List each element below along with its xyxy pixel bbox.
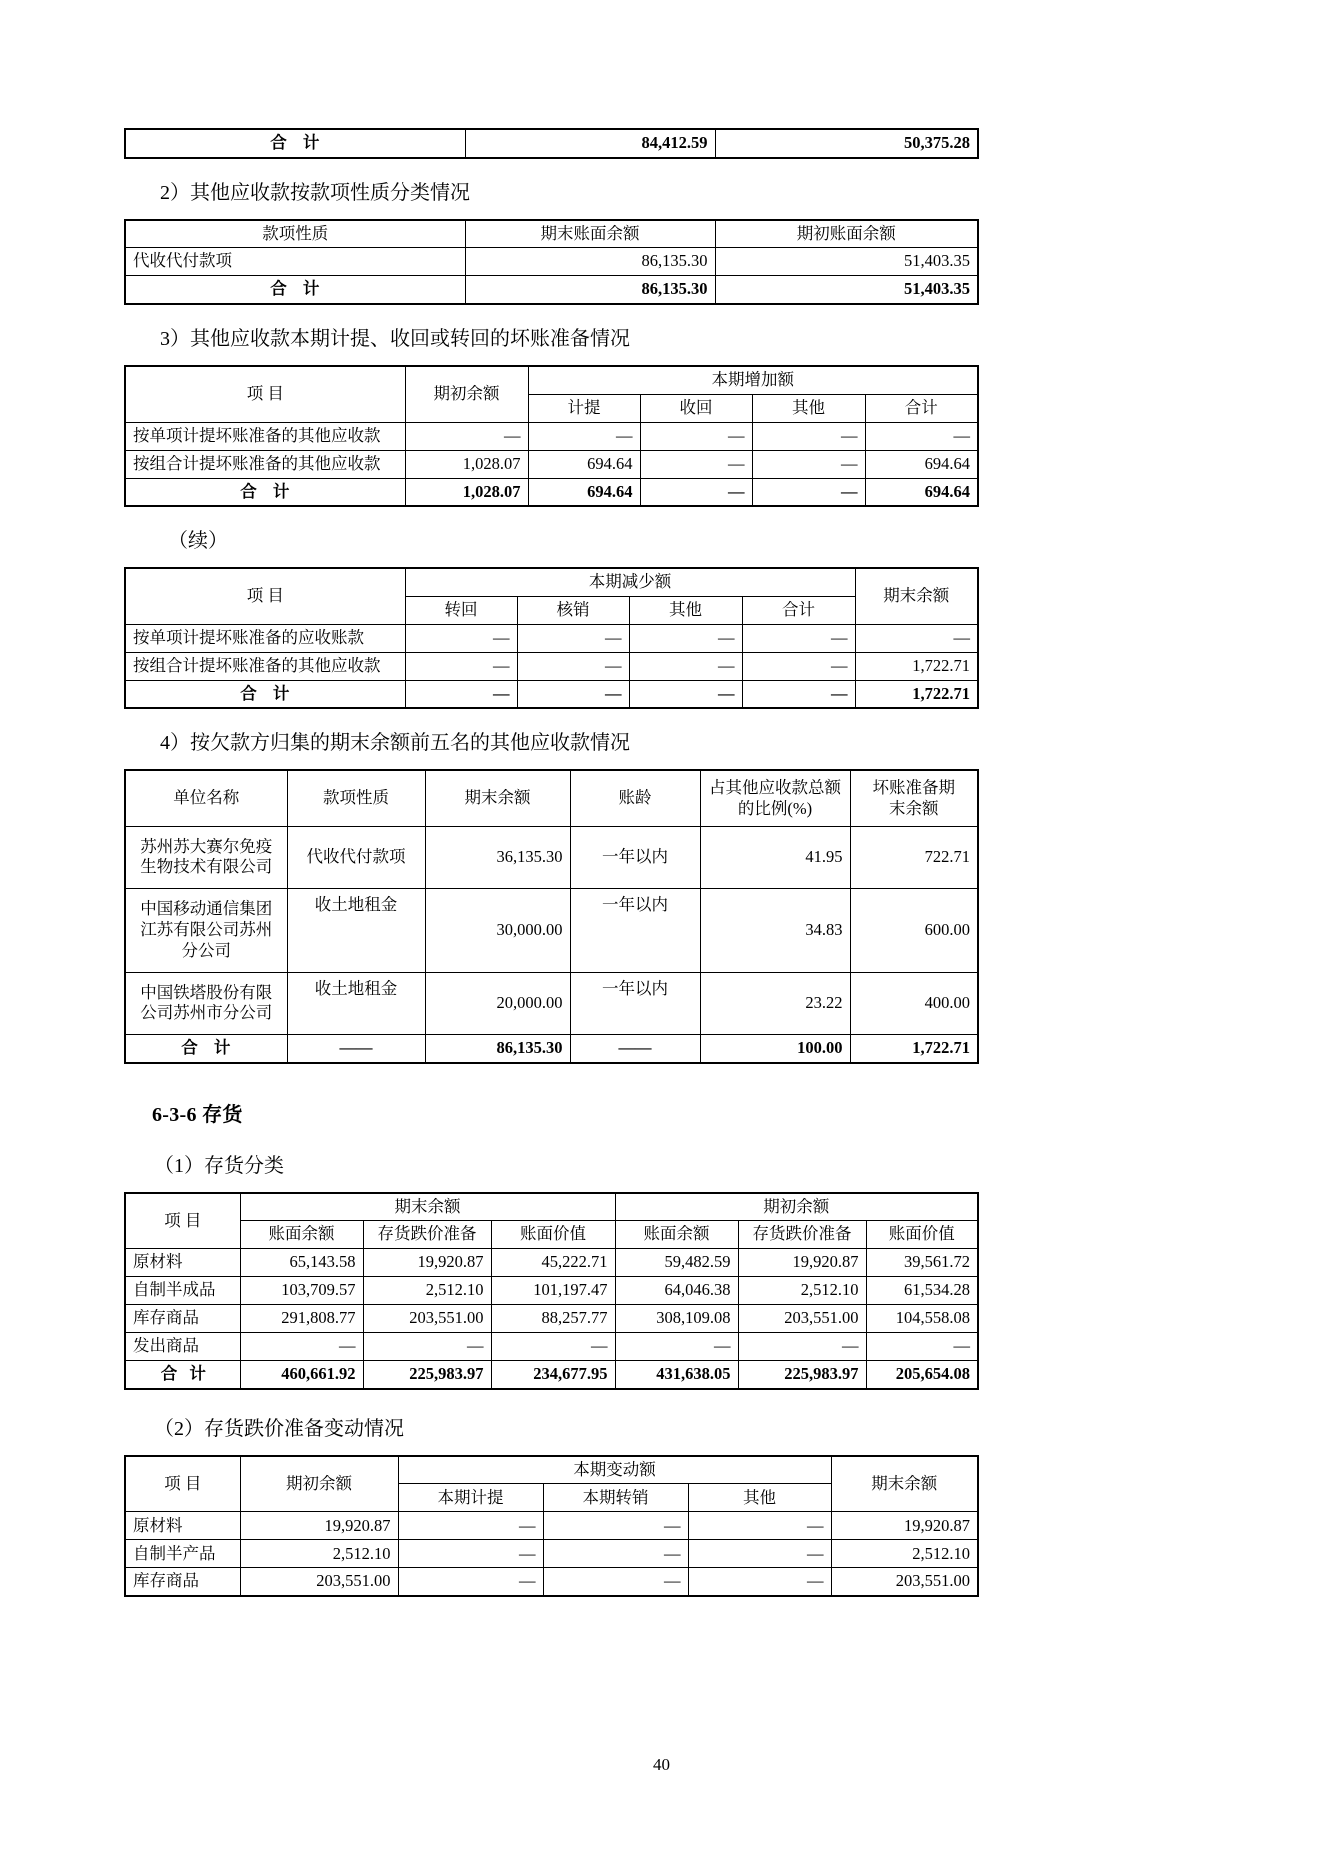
column-header-ratio-line2: 的比例(%) — [737, 798, 813, 818]
total-cell: 694.64 — [865, 478, 978, 506]
beginning-provision-cell: 225,983.97 — [738, 1361, 866, 1389]
other-receivables-by-nature-table — [124, 219, 979, 305]
table-row — [125, 1568, 978, 1596]
column-header-beginning: 期初余额 — [240, 1456, 398, 1512]
table-row — [125, 972, 978, 1034]
aging-cell: —— — [570, 1034, 700, 1062]
table-total-row — [125, 1034, 978, 1062]
reversal-cell: — — [405, 624, 517, 652]
row-label: 按组合计提坏账准备的其他应收款 — [125, 652, 405, 680]
row-label: 合 计 — [125, 276, 465, 304]
table-total-row — [125, 478, 978, 506]
beginning-book-value-cell: 61,534.28 — [866, 1277, 978, 1305]
other-cell: — — [688, 1568, 831, 1596]
unit-name-cell — [125, 826, 287, 888]
row-label: 库存商品 — [125, 1305, 240, 1333]
accrual-cell: 694.64 — [528, 478, 640, 506]
aging-cell: 一年以内 — [570, 972, 700, 1034]
other-cell: — — [688, 1540, 831, 1568]
row-label: 原材料 — [125, 1512, 240, 1540]
beginning-book-balance-cell: 64,046.38 — [615, 1277, 738, 1305]
beginning-book-value-cell: 205,654.08 — [866, 1361, 978, 1389]
beginning-provision-cell: 19,920.87 — [738, 1249, 866, 1277]
beginning-balance-cell: 1,028.07 — [405, 478, 528, 506]
table-row — [125, 248, 978, 276]
aging-cell: 一年以内 — [570, 826, 700, 888]
row-label: 合 计 — [125, 1034, 287, 1062]
inventory-classification-label: （1）存货分类 — [154, 1154, 284, 1177]
accrual-cell: 694.64 — [528, 450, 640, 478]
beginning-balance-cell: 2,512.10 — [240, 1540, 398, 1568]
ending-provision-cell: 19,920.87 — [363, 1249, 491, 1277]
column-header-item: 项 目 — [125, 1193, 240, 1249]
ending-book-value-cell: — — [491, 1333, 615, 1361]
table-row — [125, 888, 978, 972]
section-3-label: 3）其他应收款本期计提、收回或转回的坏账准备情况 — [160, 327, 630, 350]
column-header-age: 账龄 — [570, 770, 700, 826]
column-header-total: 合计 — [742, 596, 855, 624]
total-cell: — — [865, 422, 978, 450]
column-header-provision-line2: 末余额 — [889, 798, 939, 818]
ending-book-value-cell: 101,197.47 — [491, 1277, 615, 1305]
beginning-balance-cell: 51,403.35 — [715, 276, 978, 304]
ending-balance-cell: 30,000.00 — [425, 888, 570, 972]
reversal-cell: — — [405, 680, 517, 708]
column-header-beginning-book-balance: 账面余额 — [615, 1221, 738, 1249]
ending-book-balance-cell: — — [240, 1333, 363, 1361]
accrual-cell: — — [398, 1512, 543, 1540]
column-header-other: 其他 — [629, 596, 742, 624]
column-header-ending: 期末余额 — [831, 1456, 978, 1512]
ending-balance-cell: 1,722.71 — [855, 680, 978, 708]
writeoff-cell: — — [517, 624, 629, 652]
other-cell: — — [752, 450, 865, 478]
column-header-provision — [850, 770, 978, 826]
column-header-ending-provision: 存货跌价准备 — [363, 1221, 491, 1249]
ending-balance-cell: 203,551.00 — [831, 1568, 978, 1596]
beginning-provision-cell: 2,512.10 — [738, 1277, 866, 1305]
column-group-header-change: 本期变动额 — [398, 1456, 831, 1484]
column-header-item: 项 目 — [125, 366, 405, 422]
column-group-header-ending: 期末余额 — [240, 1193, 615, 1221]
table-subheader-row — [125, 1221, 978, 1249]
aging-cell: 一年以内 — [570, 888, 700, 972]
row-label: 自制半产品 — [125, 1540, 240, 1568]
table-header-row — [125, 220, 978, 248]
column-group-header-decrease: 本期减少额 — [405, 568, 855, 596]
row-label: 按组合计提坏账准备的其他应收款 — [125, 450, 405, 478]
column-header-nature: 款项性质 — [287, 770, 425, 826]
row-label: 合 计 — [125, 680, 405, 708]
table-header-row — [125, 568, 978, 596]
ending-balance-cell: 86,135.30 — [465, 248, 715, 276]
section-4-label: 4）按欠款方归集的期末余额前五名的其他应收款情况 — [160, 732, 630, 755]
beginning-balance-cell: 1,028.07 — [405, 450, 528, 478]
column-header-nature: 款项性质 — [125, 220, 465, 248]
section-2-label: 2）其他应收款按款项性质分类情况 — [160, 181, 470, 204]
table-header-row — [125, 770, 978, 826]
nature-cell: 收土地租金 — [287, 888, 425, 972]
ending-book-value-cell: 45,222.71 — [491, 1249, 615, 1277]
table-row — [125, 1305, 978, 1333]
beginning-book-value-cell: — — [866, 1333, 978, 1361]
unit-name-cell — [125, 888, 287, 972]
accrual-cell: — — [398, 1540, 543, 1568]
column-header-beginning-provision: 存货跌价准备 — [738, 1221, 866, 1249]
table-row — [125, 422, 978, 450]
other-cell: — — [629, 680, 742, 708]
column-header-writeoff: 核销 — [517, 596, 629, 624]
bad-debt-increase-table — [124, 365, 979, 507]
beginning-book-balance-cell: 431,638.05 — [615, 1361, 738, 1389]
table-row — [125, 129, 978, 158]
row-label: 库存商品 — [125, 1568, 240, 1596]
writeoff-cell: — — [543, 1568, 688, 1596]
writeoff-cell: — — [517, 652, 629, 680]
beginning-balance-cell: 51,403.35 — [715, 248, 978, 276]
nature-cell: 收土地租金 — [287, 972, 425, 1034]
inventory-classification-table — [124, 1192, 979, 1390]
recovery-cell: — — [640, 478, 752, 506]
ending-balance-cell: 20,000.00 — [425, 972, 570, 1034]
ending-provision-cell: 2,512.10 — [363, 1277, 491, 1305]
column-header-other: 其他 — [752, 394, 865, 422]
unit-name-line3: 分公司 — [181, 940, 231, 960]
table-row — [125, 1540, 978, 1568]
writeoff-cell: — — [543, 1540, 688, 1568]
unit-name-line2: 生物技术有限公司 — [140, 857, 273, 877]
table-header-row — [125, 366, 978, 394]
column-header-item: 项 目 — [125, 568, 405, 624]
beginning-book-value-cell: 104,558.08 — [866, 1305, 978, 1333]
other-cell: — — [752, 478, 865, 506]
ending-book-balance-cell: 103,709.57 — [240, 1277, 363, 1305]
other-cell: — — [752, 422, 865, 450]
column-header-ending-book-value: 账面价值 — [491, 1221, 615, 1249]
column-header-provision-line1: 坏账准备期 — [872, 778, 955, 797]
top-five-other-receivables-table — [124, 769, 979, 1063]
column-header-beginning: 期初账面余额 — [715, 220, 978, 248]
ending-balance-cell: 2,512.10 — [831, 1540, 978, 1568]
ending-provision-cell: 225,983.97 — [363, 1361, 491, 1389]
column-header-accrual: 计提 — [528, 394, 640, 422]
row-label: 原材料 — [125, 1249, 240, 1277]
beginning-book-balance-cell: 308,109.08 — [615, 1305, 738, 1333]
inventory-provision-change-label: （2）存货跌价准备变动情况 — [154, 1417, 404, 1440]
ratio-cell: 23.22 — [700, 972, 850, 1034]
column-group-header-increase: 本期增加额 — [528, 366, 978, 394]
table-row — [125, 624, 978, 652]
column-header-current-accrual: 本期计提 — [398, 1484, 543, 1512]
beginning-balance-cell: — — [405, 422, 528, 450]
writeoff-cell: — — [543, 1512, 688, 1540]
ending-book-balance-cell: 65,143.58 — [240, 1249, 363, 1277]
total-cell: 694.64 — [865, 450, 978, 478]
other-cell: — — [629, 624, 742, 652]
unit-name-line1: 中国铁塔股份有限 — [140, 982, 273, 1002]
unit-name-line1: 苏州苏大赛尔免疫 — [140, 836, 273, 856]
inventory-provision-change-table — [124, 1455, 979, 1597]
beginning-book-balance-cell: — — [615, 1333, 738, 1361]
row-label: 代收代付款项 — [125, 248, 465, 276]
column-header-unit: 单位名称 — [125, 770, 287, 826]
row-label: 自制半成品 — [125, 1277, 240, 1305]
provision-cell: 400.00 — [850, 972, 978, 1034]
ratio-cell: 100.00 — [700, 1034, 850, 1062]
carryover-total-table — [124, 128, 979, 159]
column-header-beginning: 期初余额 — [405, 366, 528, 422]
column-header-item: 项 目 — [125, 1456, 240, 1512]
other-cell: — — [688, 1512, 831, 1540]
row-label: 合 计 — [125, 129, 465, 158]
recovery-cell: — — [640, 422, 752, 450]
total-cell: — — [742, 680, 855, 708]
column-header-ending: 期末余额 — [425, 770, 570, 826]
column-header-other: 其他 — [688, 1484, 831, 1512]
table-row — [125, 826, 978, 888]
page-content — [124, 128, 977, 1597]
inventory-section-heading: 6-3-6 存货 — [152, 1103, 243, 1126]
writeoff-cell: — — [517, 680, 629, 708]
table-row — [125, 450, 978, 478]
beginning-provision-cell: — — [738, 1333, 866, 1361]
table-row — [125, 1249, 978, 1277]
table-total-row — [125, 680, 978, 708]
bad-debt-decrease-table — [124, 567, 979, 709]
accrual-cell: — — [398, 1568, 543, 1596]
column-header-ratio — [700, 770, 850, 826]
beginning-balance-cell: 50,375.28 — [715, 129, 978, 158]
beginning-balance-cell: 203,551.00 — [240, 1568, 398, 1596]
ending-book-value-cell: 88,257.77 — [491, 1305, 615, 1333]
column-header-recovery: 收回 — [640, 394, 752, 422]
unit-name-cell — [125, 972, 287, 1034]
column-header-ending: 期末账面余额 — [465, 220, 715, 248]
provision-cell: 1,722.71 — [850, 1034, 978, 1062]
row-label: 按单项计提坏账准备的其他应收款 — [125, 422, 405, 450]
beginning-book-balance-cell: 59,482.59 — [615, 1249, 738, 1277]
reversal-cell: — — [405, 652, 517, 680]
ending-book-balance-cell: 291,808.77 — [240, 1305, 363, 1333]
column-header-ending: 期末余额 — [855, 568, 978, 624]
column-group-header-beginning: 期初余额 — [615, 1193, 978, 1221]
ending-balance-cell: 84,412.59 — [465, 129, 715, 158]
provision-cell: 600.00 — [850, 888, 978, 972]
section-3-continued-label: （续） — [168, 530, 228, 553]
ending-balance-cell: 19,920.87 — [831, 1512, 978, 1540]
other-cell: — — [629, 652, 742, 680]
unit-name-line2: 江苏有限公司苏州 — [140, 920, 273, 940]
unit-name-line1: 中国移动通信集团 — [140, 899, 273, 919]
ending-balance-cell: — — [855, 624, 978, 652]
table-total-row — [125, 1361, 978, 1389]
table-row — [125, 1512, 978, 1540]
row-label: 合 计 — [125, 1361, 240, 1389]
table-total-row — [125, 276, 978, 304]
table-header-row — [125, 1193, 978, 1221]
ending-book-value-cell: 234,677.95 — [491, 1361, 615, 1389]
ending-book-balance-cell: 460,661.92 — [240, 1361, 363, 1389]
ending-balance-cell: 86,135.30 — [425, 1034, 570, 1062]
accrual-cell: — — [528, 422, 640, 450]
total-cell: — — [742, 652, 855, 680]
column-header-current-writeoff: 本期转销 — [543, 1484, 688, 1512]
column-header-reversal: 转回 — [405, 596, 517, 624]
row-label: 按单项计提坏账准备的应收账款 — [125, 624, 405, 652]
ending-provision-cell: — — [363, 1333, 491, 1361]
ending-balance-cell: 86,135.30 — [465, 276, 715, 304]
ending-provision-cell: 203,551.00 — [363, 1305, 491, 1333]
column-header-beginning-book-value: 账面价值 — [866, 1221, 978, 1249]
page-number: 40 — [653, 1755, 670, 1774]
ratio-cell: 34.83 — [700, 888, 850, 972]
ending-balance-cell: 36,135.30 — [425, 826, 570, 888]
unit-name-line2: 公司苏州市分公司 — [140, 1003, 273, 1023]
beginning-provision-cell: 203,551.00 — [738, 1305, 866, 1333]
column-header-ratio-line1: 占其他应收款总额 — [709, 778, 841, 797]
beginning-balance-cell: 19,920.87 — [240, 1512, 398, 1540]
beginning-book-value-cell: 39,561.72 — [866, 1249, 978, 1277]
total-cell: — — [742, 624, 855, 652]
provision-cell: 722.71 — [850, 826, 978, 888]
recovery-cell: — — [640, 450, 752, 478]
row-label: 合 计 — [125, 478, 405, 506]
ending-balance-cell: 1,722.71 — [855, 652, 978, 680]
table-row — [125, 652, 978, 680]
nature-cell: 代收代付款项 — [287, 826, 425, 888]
table-row — [125, 1277, 978, 1305]
nature-cell: —— — [287, 1034, 425, 1062]
table-header-row — [125, 1456, 978, 1484]
table-row — [125, 1333, 978, 1361]
column-header-ending-book-balance: 账面余额 — [240, 1221, 363, 1249]
column-header-total: 合计 — [865, 394, 978, 422]
ratio-cell: 41.95 — [700, 826, 850, 888]
row-label: 发出商品 — [125, 1333, 240, 1361]
